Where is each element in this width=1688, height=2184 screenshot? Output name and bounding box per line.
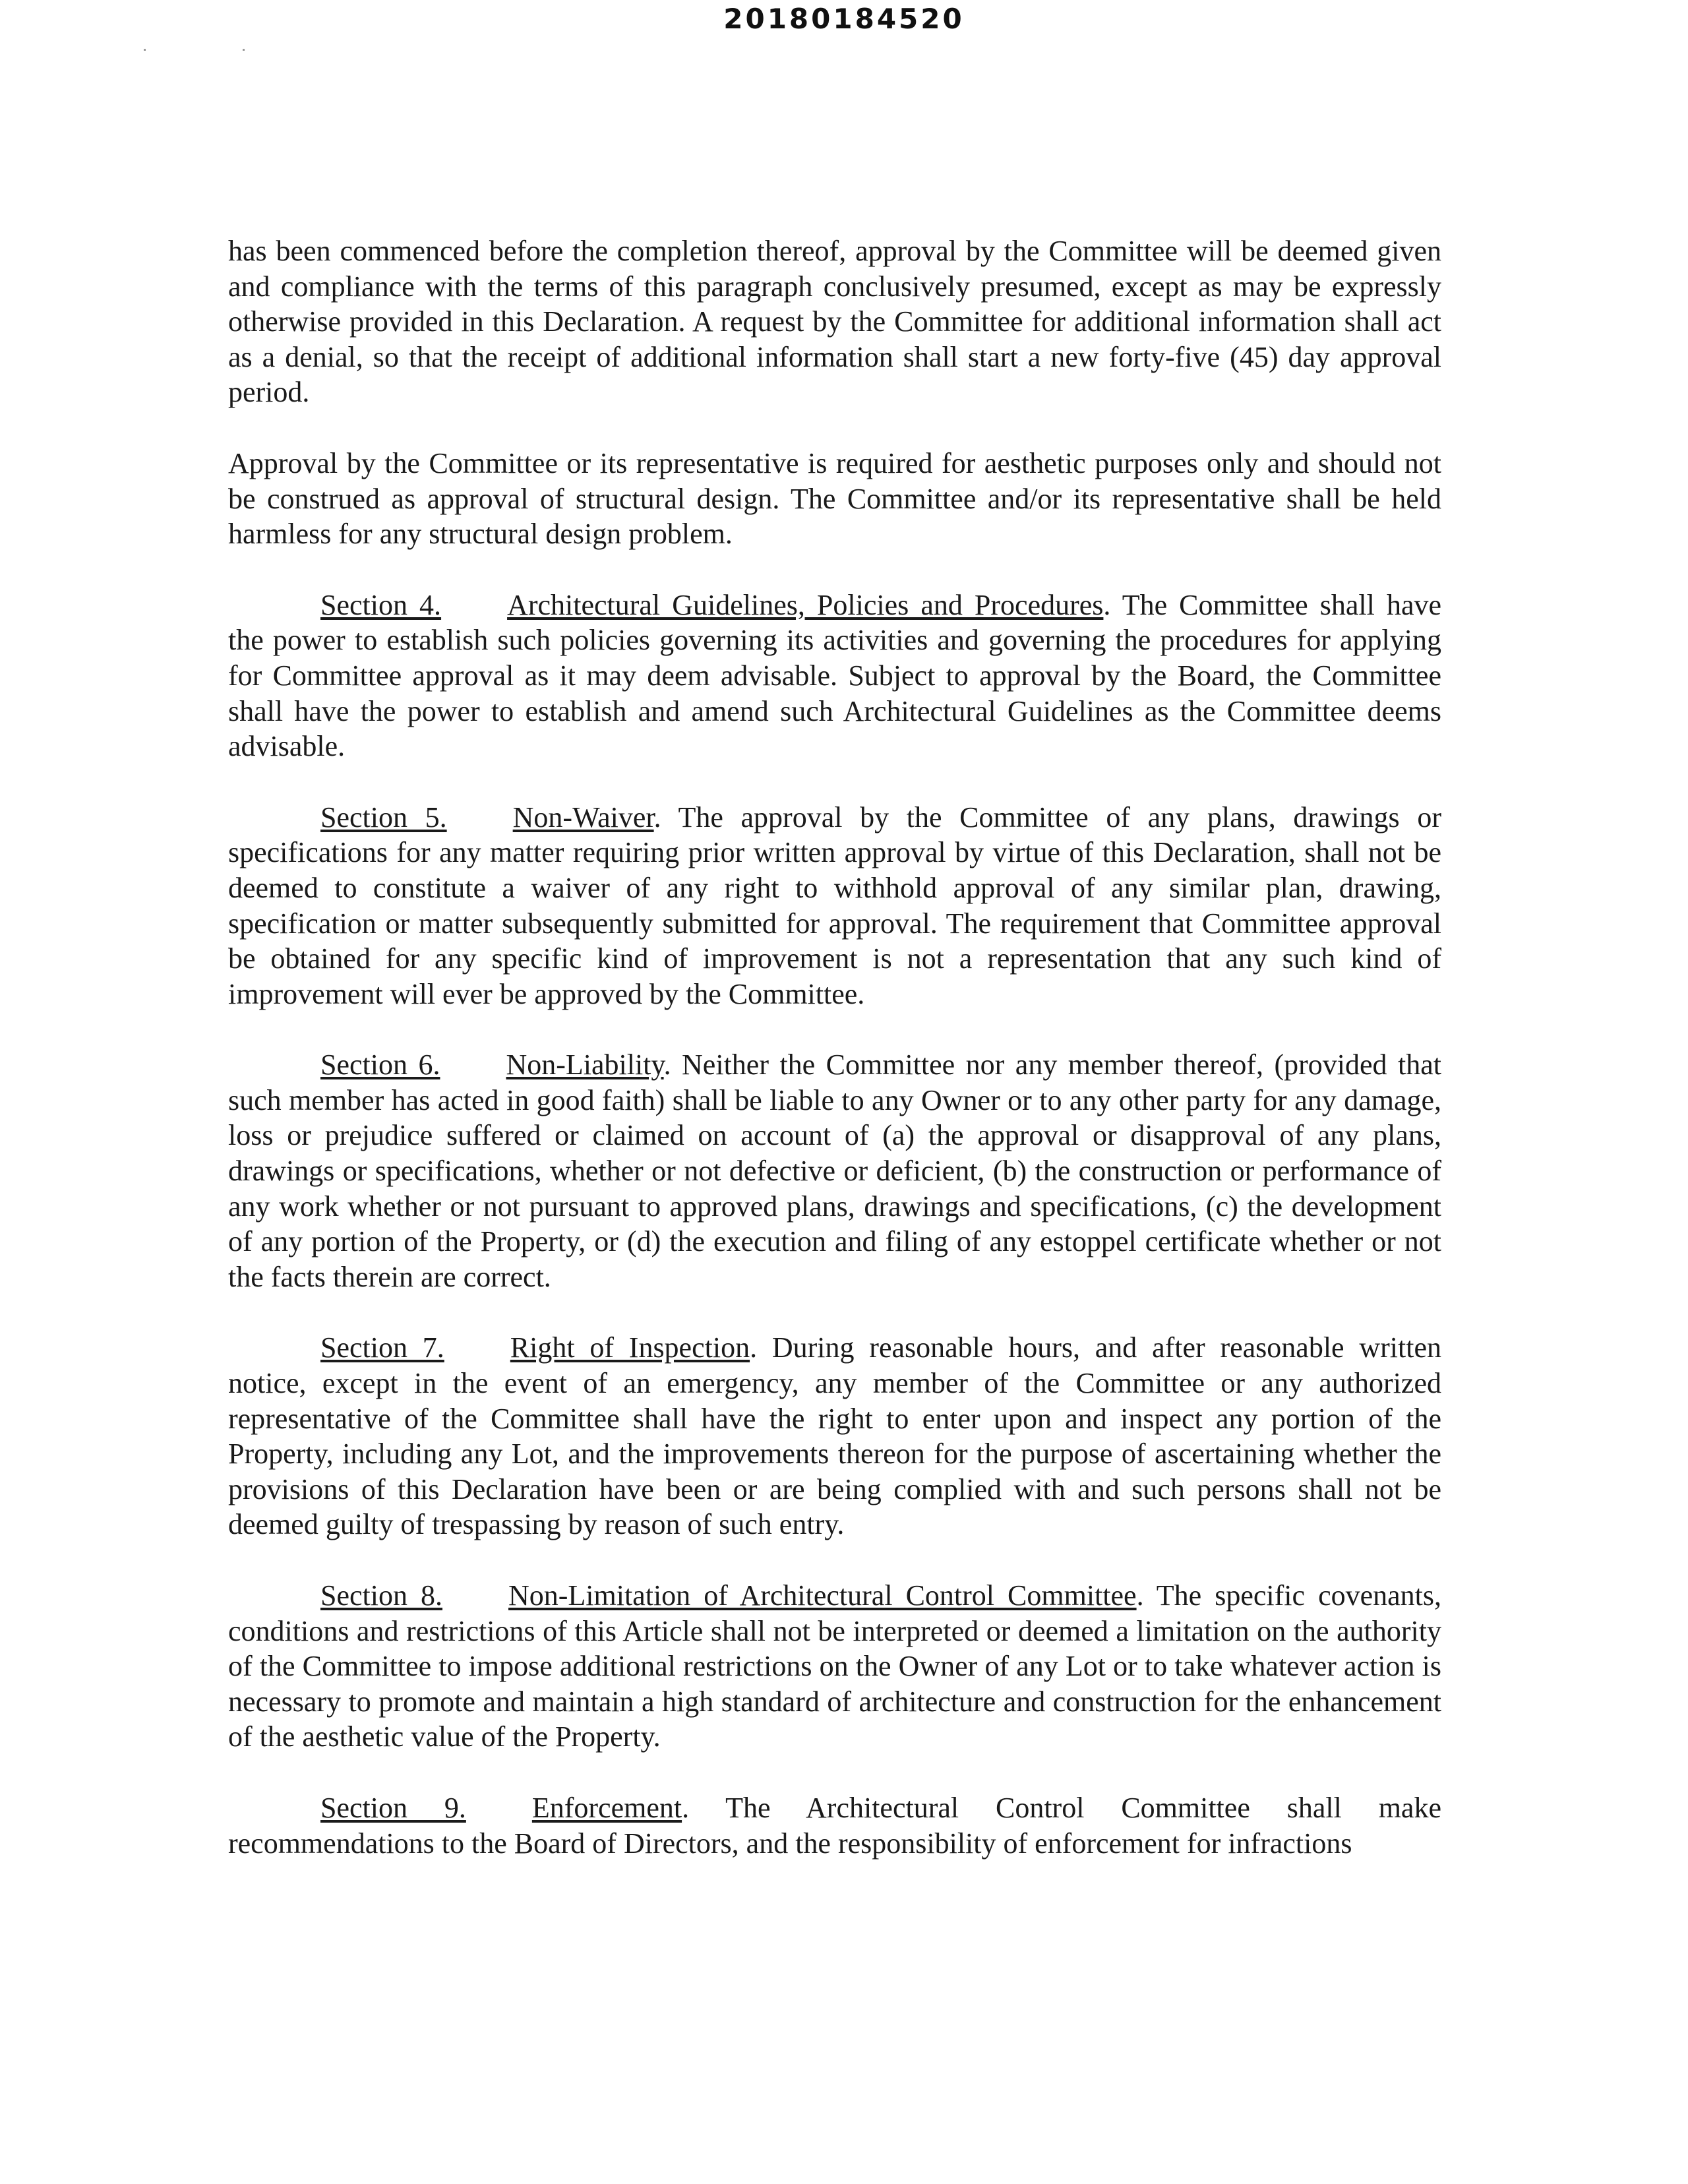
scan-speck: [144, 49, 146, 51]
section-6: [228, 1047, 1441, 1294]
document-body: [228, 233, 1441, 1896]
section-number: Section 8.: [320, 1579, 442, 1612]
section-body: . The Architectural Control Committee shall make recommendations to the Board of Directors, and the responsibility of enforcement for infractions: [228, 1791, 1441, 1860]
paragraph-continuation: has been commenced before the completion thereof, approval by the Committee will be deemed given and compliance with the terms of this paragraph conclusively presumed, except as may be expressly otherwise provided in this Declaration. A request by the Committee for additional information shall act as a denial, so that the receipt of additional information shall start a new forty-five (45) day approval period.: [228, 235, 1441, 409]
section-title: Non-Limitation of Architectural Control Committee: [508, 1579, 1137, 1612]
section-title: Enforcement: [531, 1791, 682, 1824]
section-body: . Neither the Committee nor any member thereof, (provided that such member has acted in good faith) shall be liable to any Owner or to any other party for any damage, loss or prejudice suffered or claimed on account of (a) the approval or disapproval of any plans, drawings or specifications, whether or not defective or deficient, (b) the construction or performance of any work whether or not pursuant to approved plans, drawings and specifications, (c) the development of any portion of the Property, or (d) the execution and filing of any estoppel certificate whether or not the facts therein are correct.: [228, 1048, 1441, 1293]
section-title: Right of Inspection: [510, 1331, 750, 1364]
section-number: Section 6.: [320, 1048, 440, 1081]
section-title: Non-Liability: [506, 1048, 664, 1081]
section-body: . During reasonable hours, and after reasonable written notice, except in the event of an emergency, any member of the Committee or any authorized representative of the Committee shall have the right to enter upon and inspect any portion of the Property, including any Lot, and the improvements thereon for the purpose of ascertaining whether the provisions of this Declaration have been or are being complied with and such persons shall not be deemed guilty of trespassing by reason of such entry.: [228, 1331, 1441, 1541]
section-7: [228, 1330, 1441, 1542]
section-5: [228, 800, 1441, 1012]
section-body: . The approval by the Committee of any plans, drawings or specifications for any matter requiring prior written approval by virtue of this Declaration, shall not be deemed to constitute a waiver of any right to withhold approval of any similar plan, drawing, specification or matter subsequently submitted for approval. The requirement that Committee approval be obtained for any specific kind of improvement is not a representation that any such kind of improvement will ever be approved by the Committee.: [228, 801, 1441, 1010]
section-title: Non-Waiver: [512, 801, 654, 834]
section-number: Section 5.: [320, 801, 447, 834]
document-number: 20180184520: [723, 3, 965, 35]
paragraph-approval: Approval by the Committee or its representative is required for aesthetic purposes only and should not be construed as approval of structural design. The Committee and/or its representative shall be held harmless for any structural design problem.: [228, 446, 1441, 551]
section-body: . The Committee shall have the power to establish such policies governing its activities and governing the procedures for applying for Committee approval as it may deem advisable. Subject to approval by the Board, the Committee shall have the power to establish and amend such Architectural Guidelines as the Committee deems advisable.: [228, 588, 1442, 763]
section-number: Section 7.: [320, 1331, 444, 1364]
section-body: . The specific covenants, conditions and restrictions of this Article shall not be interpreted or deemed a limitation on the authority of the Committee to impose additional restrictions on the Owner of any Lot or to take whatever action is necessary to promote and maintain a high standard of architecture and construction for the enhancement of the aesthetic value of the Property.: [228, 1579, 1442, 1753]
section-8: [228, 1578, 1441, 1755]
section-title: Architectural Guidelines, Policies and Procedures: [507, 588, 1104, 621]
section-number: Section 9.: [320, 1791, 466, 1824]
section-number: Section 4.: [320, 588, 442, 621]
section-4: [228, 588, 1441, 764]
section-9: [228, 1790, 1441, 1861]
scan-speck: [243, 49, 245, 51]
